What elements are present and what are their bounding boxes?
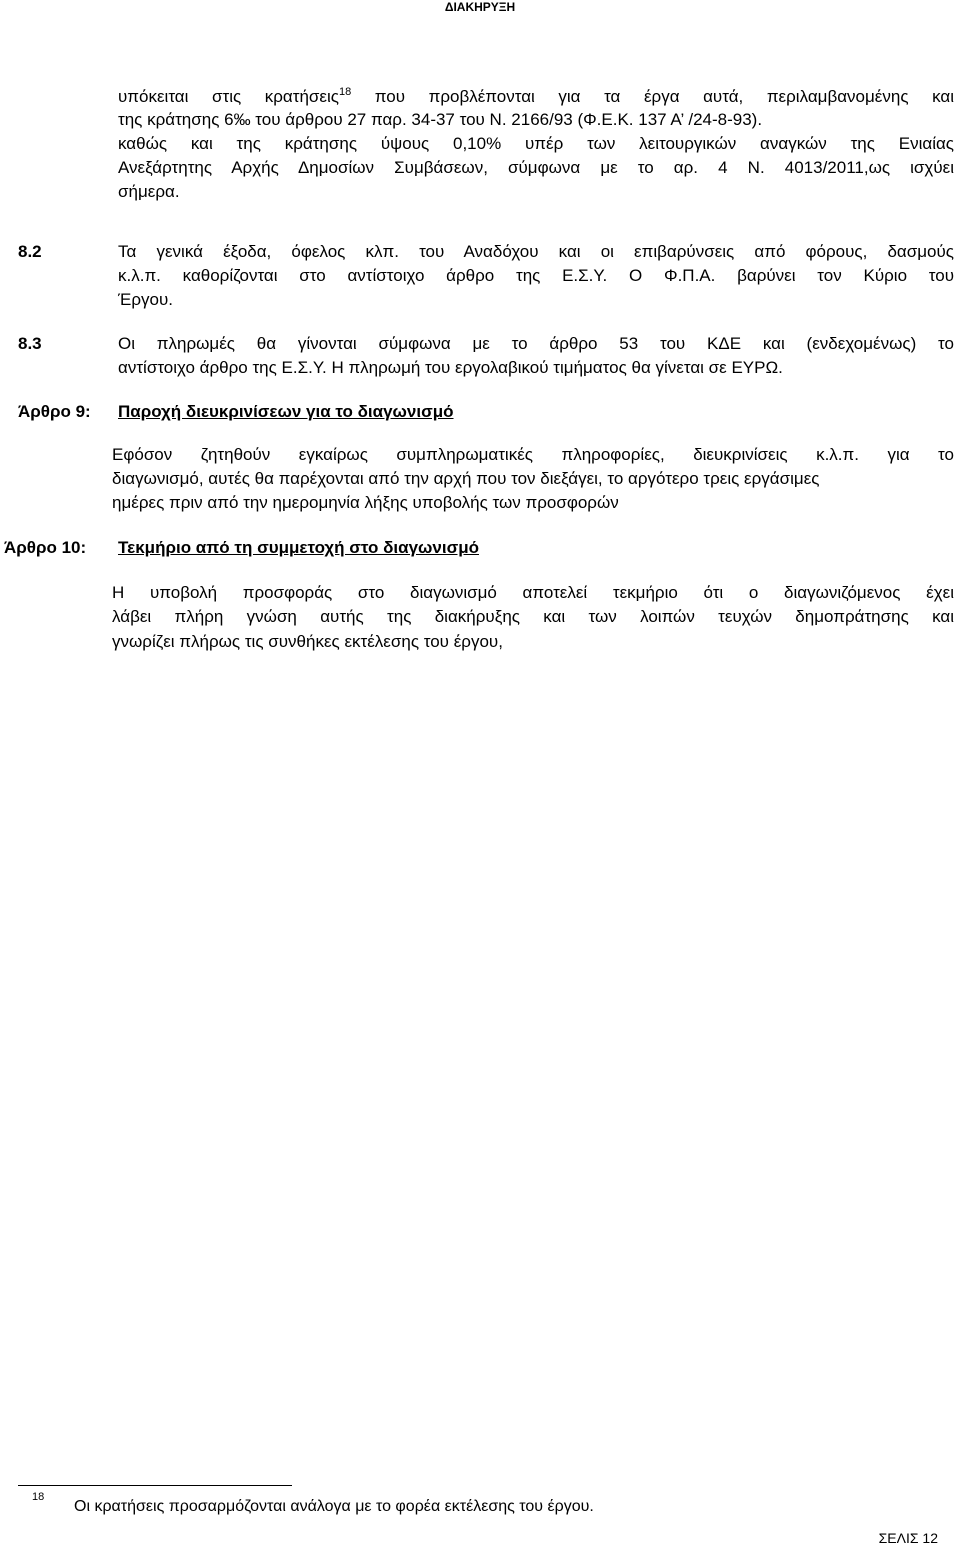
footnote-text: Οι κρατήσεις προσαρμόζονται ανάλογα με το φορέα εκτέλεσης του έργου.	[74, 1498, 594, 1515]
article-10-title: Τεκμήριο από τη συμμετοχή στο διαγωνισμό	[118, 538, 479, 557]
section-8-2-line-2: κ.λ.π. καθορίζονται στο αντίστοιχο άρθρο της Ε.Σ.Υ. Ο Φ.Π.Α. βαρύνει τον Κύριο του	[118, 266, 954, 285]
para1-line-4: Ανεξάρτητης Αρχής Δημοσίων Συμβάσεων, σύμφωνα με το αρ. 4 Ν. 4013/2011,ως ισχύει	[118, 158, 954, 177]
article-9-line-2: διαγωνισμό, αυτές θα παρέχονται από την αρχή που τον διεξάγει, το αργότερο τρεις εργάσιμες	[112, 469, 820, 488]
document-header: ΔΙΑΚΗΡΥΞΗ	[444, 0, 516, 14]
page-number: ΣΕΛΙΣ 12	[878, 1530, 938, 1546]
para1-line-5: σήμερα.	[118, 182, 180, 201]
article-10-line-2: λάβει πλήρη γνώση αυτής της διακήρυξης και των λοιπών τευχών δημοπράτησης και	[112, 607, 954, 626]
article-9-title: Παροχή διευκρινίσεων για το διαγωνισμό	[118, 402, 454, 421]
para1-line-2: της κράτησης 6‰ του άρθρου 27 παρ. 34-37 του Ν. 2166/93 (Φ.Ε.Κ. 137 Α’ /24-8-93).	[118, 110, 763, 129]
article-10-line-1: Η υποβολή προσφοράς στο διαγωνισμό αποτελεί τεκμήριο ότι ο διαγωνιζόμενος έχει	[112, 583, 954, 602]
para1-line-1a: υπόκειται στις κρατήσεις	[118, 87, 339, 106]
section-8-3-line-1: Οι πληρωμές θα γίνονται σύμφωνα με το άρθρο 53 του ΚΔΕ και (ενδεχομένως) το	[118, 334, 954, 353]
article-9-line-1: Εφόσον ζητηθούν εγκαίρως συμπληρωματικές πληροφορίες, διευκρινίσεις κ.λ.π. για το	[112, 445, 954, 464]
section-8-2-number: 8.2	[18, 242, 42, 261]
section-8-2-line-1: Τα γενικά έξοδα, όφελος κλπ. του Αναδόχου και οι επιβαρύνσεις από φόρους, δασμούς	[118, 242, 954, 261]
para1-line-3: καθώς και της κράτησης ύψους 0,10% υπέρ των λειτουργικών αναγκών της Ενιαίας	[118, 134, 954, 153]
section-8-3-number: 8.3	[18, 334, 42, 353]
footnote-separator	[18, 1485, 292, 1486]
footnote-number: 18	[32, 1491, 45, 1503]
article-9-label: Άρθρο 9:	[18, 402, 91, 421]
section-8-3-line-2: αντίστοιχο άρθρο της Ε.Σ.Υ. Η πληρωμή του εργολαβικού τιμήματος θα γίνεται σε ΕΥΡΩ.	[118, 358, 783, 377]
article-9-line-3: ημέρες πριν από την ημερομηνία λήξης υποβολής των προσφορών	[112, 493, 619, 512]
section-8-2-line-3: Έργου.	[118, 290, 173, 309]
footnote-ref: 18	[338, 86, 352, 98]
para1-line-1b: που προβλέπονται για τα έργα αυτά, περιλαμβανομένης και	[351, 87, 954, 106]
article-10-label: Άρθρο 10:	[4, 538, 87, 557]
para1-line-1	[118, 87, 954, 107]
article-10-line-3: γνωρίζει πλήρως τις συνθήκες εκτέλεσης του έργου,	[112, 632, 503, 651]
